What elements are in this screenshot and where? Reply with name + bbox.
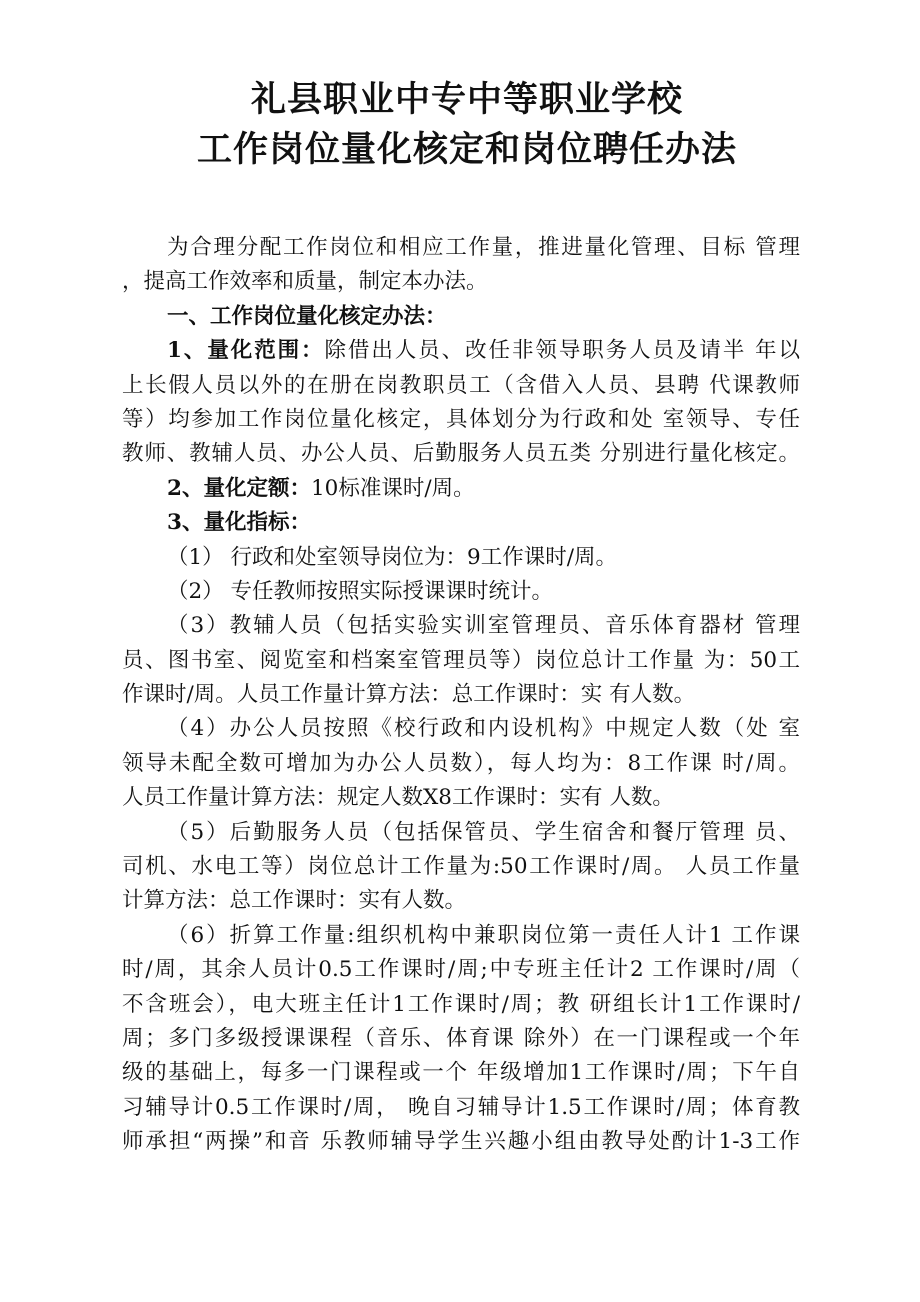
paragraph-line bbox=[122, 1022, 800, 1056]
paragraph-line bbox=[122, 919, 800, 953]
paragraph-line bbox=[122, 884, 800, 918]
bold-heading-text: 一、工作岗位量化核定办法： bbox=[167, 303, 447, 329]
paragraph-line bbox=[122, 334, 800, 368]
paragraph-line bbox=[122, 644, 800, 678]
paragraph-line bbox=[122, 472, 800, 506]
line-text: 作课时/周。人员工作量计算方法：总工作课时：实 有人数。 bbox=[122, 682, 696, 708]
bold-heading-text: 2、量化定额： bbox=[167, 475, 311, 501]
line-text: （5）后勤服务人员（包括保管员、学生宿舍和餐厅管理 员、 bbox=[167, 819, 800, 845]
paragraph-line bbox=[122, 1125, 800, 1159]
paragraph-line bbox=[122, 609, 800, 643]
line-text: 计算方法：总工作课时：实有人数。 bbox=[122, 888, 467, 914]
paragraph-line bbox=[122, 369, 800, 403]
line-text: （2） 专任教师按照实际授课课时统计。 bbox=[167, 578, 554, 604]
paragraph-line bbox=[122, 781, 800, 815]
line-text: 时/周，其余人员计0.5工作课时/周;中专班主任计2 工作课时/周（ bbox=[122, 957, 800, 983]
paragraph-line bbox=[122, 816, 800, 850]
paragraph-line bbox=[122, 231, 800, 265]
paragraph-line bbox=[122, 953, 800, 987]
paragraph-line bbox=[122, 300, 800, 334]
paragraph-line bbox=[122, 437, 800, 471]
line-text: （4）办公人员按照《校行政和内设机构》中规定人数（处 室 bbox=[167, 716, 800, 742]
line-text: 不含班会），电大班主任计1工作课时/周；教 研组长计1工作课时/ bbox=[122, 991, 800, 1017]
paragraph-line bbox=[122, 712, 800, 746]
paragraph-line bbox=[122, 1056, 800, 1090]
line-text: 员、图书室、阅览室和档案室管理员等）岗位总计工作量 为：50工 bbox=[122, 647, 800, 673]
paragraph-line bbox=[122, 265, 800, 299]
line-text: 等）均参加工作岗位量化核定，具体划分为行政和处 室领导、专任 bbox=[122, 406, 800, 432]
paragraph-line bbox=[122, 747, 800, 781]
line-text: 周；多门多级授课课程（音乐、体育课 除外）在一门课程或一个年 bbox=[122, 1025, 800, 1051]
line-text: ，提高工作效率和质量，制定本办法。 bbox=[122, 269, 488, 295]
bold-heading-text: 1、量化范围： bbox=[167, 338, 325, 364]
paragraph-line bbox=[122, 541, 800, 575]
line-text: （3）教辅人员（包括实验实训室管理员、音乐体育器材 管理 bbox=[167, 613, 800, 639]
paragraph-line bbox=[122, 850, 800, 884]
paragraph-line bbox=[122, 575, 800, 609]
line-text: （6）折算工作量:组织机构中兼职岗位第一责任人计1 工作课 bbox=[167, 922, 800, 948]
line-text: 级的基础上，每多一门课程或一个 年级增加1工作课时/周；下午自 bbox=[122, 1060, 800, 1086]
line-text: 上长假人员以外的在册在岗教职员工（含借入人员、县聘 代课教师 bbox=[122, 372, 800, 398]
line-text: 领导未配全数可增加为办公人员数），每人均为：8工作课 时/周。 bbox=[122, 750, 800, 776]
line-text: 师承担“两操”和音 乐教师辅导学生兴趣小组由教导处酌计1-3工作 bbox=[122, 1129, 800, 1155]
line-text: （1） 行政和处室领导岗位为：9工作课时/周。 bbox=[167, 544, 617, 570]
paragraph-line bbox=[122, 1091, 800, 1125]
bold-heading-text: 3、量化指标： bbox=[167, 510, 311, 536]
line-text: 除借出人员、改任非领导职务人员及请半 年以 bbox=[324, 338, 800, 364]
line-text: 人员工作量计算方法：规定人数X8工作课时：实有 人数。 bbox=[122, 785, 674, 811]
document-title-line-1: 礼县职业中专中等职业学校 bbox=[250, 79, 683, 120]
paragraph-line bbox=[122, 506, 800, 540]
paragraph-line bbox=[122, 988, 800, 1022]
document-title-line-2: 工作岗位量化核定和岗位聘任办法 bbox=[196, 129, 737, 170]
line-text: 习辅导计0.5工作课时/周， 晚自习辅导计1.5工作课时/周；体育教 bbox=[122, 1094, 800, 1120]
line-text: 教师、教辅人员、办公人员、后勤服务人员五类 分别进行量化核定。 bbox=[122, 441, 800, 467]
paragraph-line bbox=[122, 678, 800, 712]
document-body bbox=[122, 231, 800, 1160]
line-text: 司机、水电工等）岗位总计工作量为:50工作课时/周。 人员工作量 bbox=[122, 854, 800, 880]
line-text: 为合理分配工作岗位和相应工作量，推进量化管理、目标 管理 bbox=[167, 235, 800, 260]
line-text: 10标准课时/周。 bbox=[310, 475, 475, 501]
paragraph-line bbox=[122, 403, 800, 437]
